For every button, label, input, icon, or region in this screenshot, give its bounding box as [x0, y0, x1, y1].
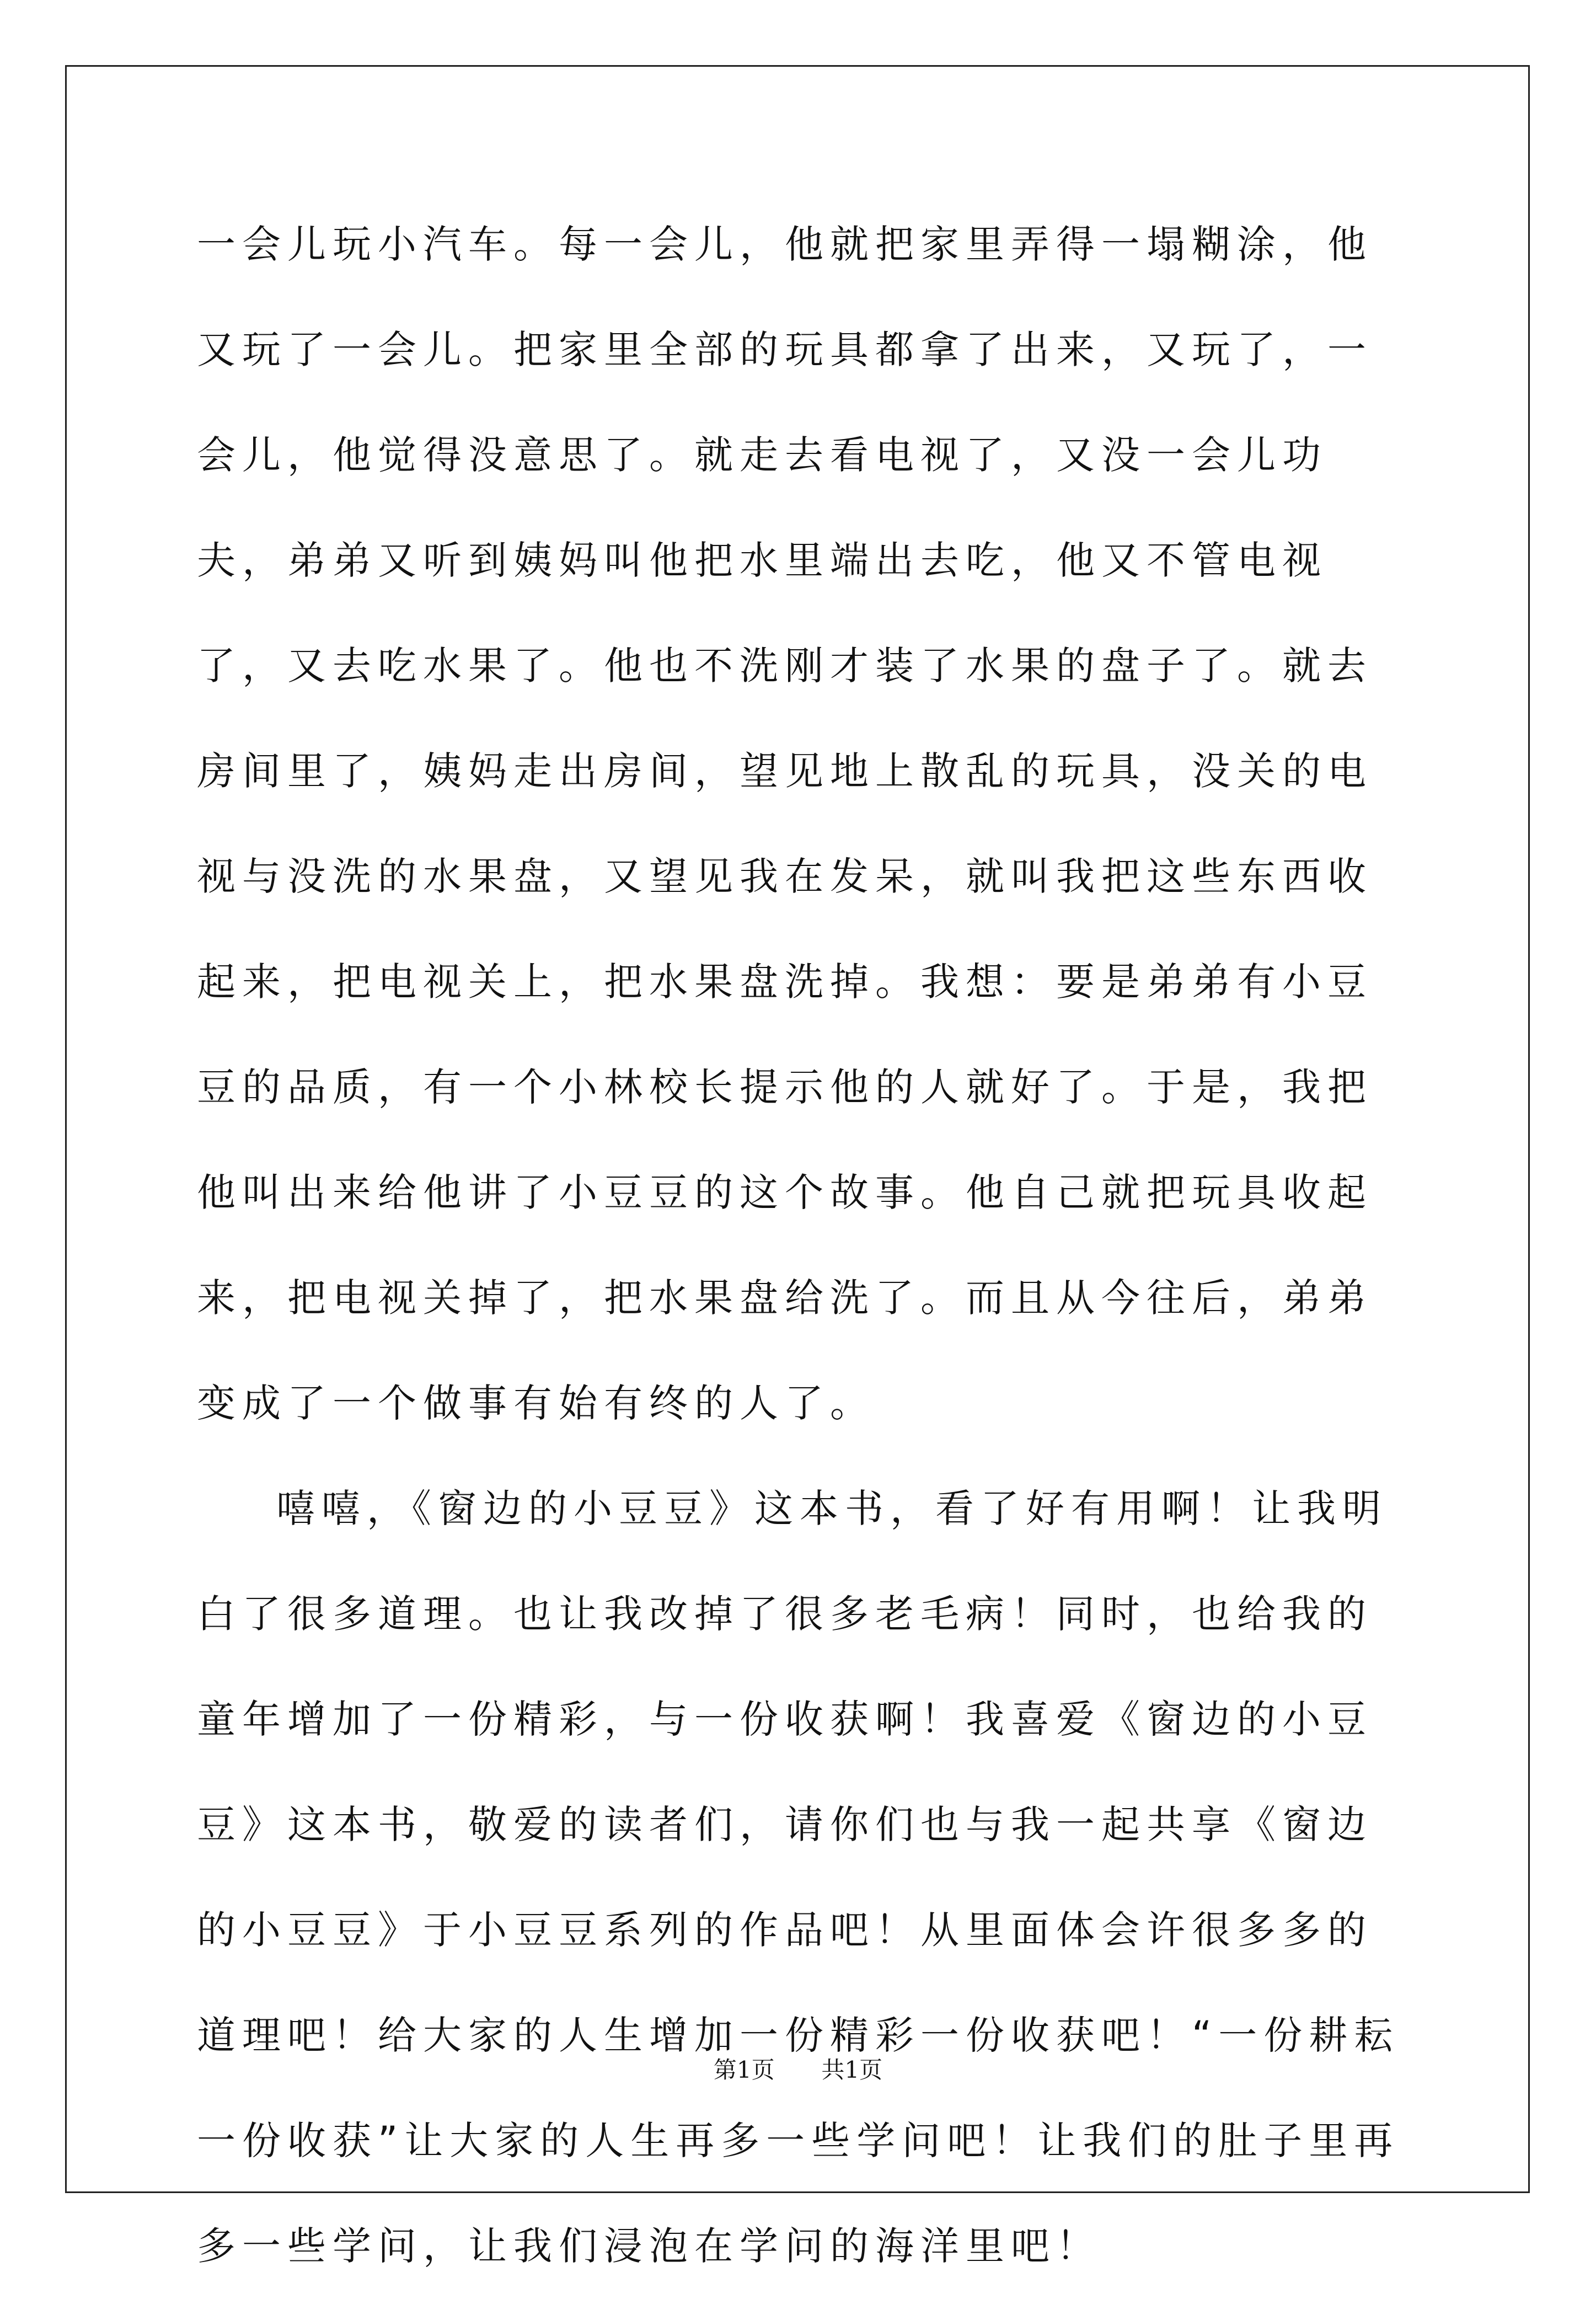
page-footer: [0, 2054, 1596, 2087]
paragraph-1: 一会儿玩小汽车。每一会儿，他就把家里弄得一塌糊涂，他又玩了一会儿。把家里全部的玩具都拿了出来，又玩了，一会儿，他觉得没意思了。就走去看电视了，又没一会儿功夫，弟弟又听到姨妈叫他把水里端出去吃，他又不管电视了，又去吃水果了。他也不洗刚才装了水果的盘子了。就去房间里了，姨妈走出房间，望见地上散乱的玩具，没关的电视与没洗的水果盘，又望见我在发呆，就叫我把这些东西收起来，把电视关上，把水果盘洗掉。我想：要是弟弟有小豆豆的品质，有一个小林校长提示他的人就好了。于是，我把他叫出来给他讲了小豆豆的这个故事。他自己就把玩具收起来，把电视关掉了，把水果盘给洗了。而且从今往后，弟弟变成了一个做事有始有终的人了。: [197, 222, 1373, 1426]
current-page-label: 第1页: [713, 2056, 775, 2083]
paragraph-2: 嘻嘻，《窗边的小豆豆》这本书，看了好有用啊！让我明白了很多道理。也让我改掉了很多老毛病！同时，也给我的童年增加了一份精彩，与一份收获啊！我喜爱《窗边的小豆豆》这本书，敬爱的读者们，请你们也与我一起共享《窗边的小豆豆》于小豆豆系列的作品吧！从里面体会许很多多的道理吧！给大家的人生增加一份精彩一份收获吧！“一份耕耘一份收获”让大家的人生再多一些学问吧！让我们的肚子里再多一些学问，让我们浸泡在学问的海洋里吧！: [197, 1486, 1400, 2269]
total-pages-label: 共1页: [821, 2056, 883, 2083]
document-body: [197, 192, 1410, 2299]
